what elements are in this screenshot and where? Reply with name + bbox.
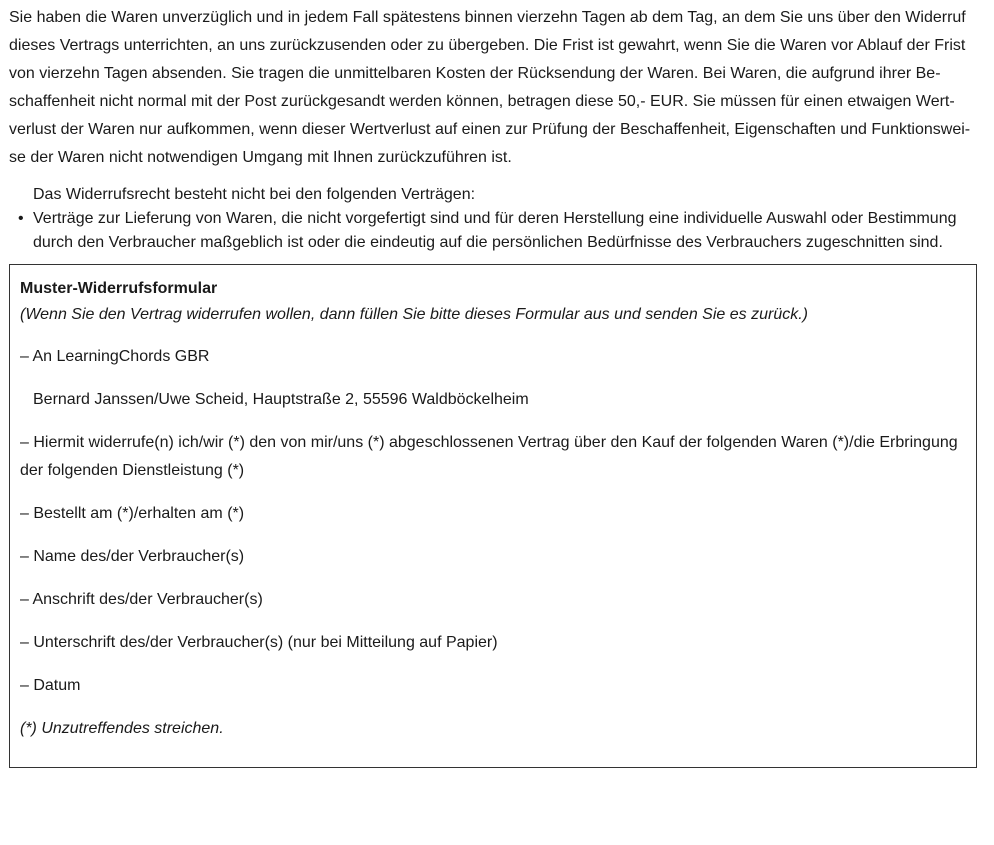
exceptions-section	[9, 183, 985, 255]
form-footnote: (*) Unzutreffendes streichen.	[20, 720, 224, 737]
form-revocation-statement: – Hiermit widerrufe(n) ich/wir (*) den von mir/uns (*) abgeschlossenen Vertrag über den Kauf der folgenden Waren (*)/die Erbringung der folgenden Dienstleistung (*)	[20, 434, 958, 479]
form-ordered-received: – Bestellt am (*)/erhalten am (*)	[20, 505, 245, 522]
list-item	[18, 207, 985, 255]
form-recipient: – An LearningChords GBR	[20, 348, 210, 365]
return-policy-paragraph: Sie haben die Waren unverzüglich und in jedem Fall spätestens binnen vierzehn Tagen ab dem Tag, an dem Sie uns über den Widerruf dieses Vertrags unterrichten, an uns zurückzusenden oder zu übergeben. Die Frist ist gewahrt, wenn Sie die Waren vor Ablauf der Frist von vierzehn Tagen absenden. Sie tragen die unmittelbaren Kosten der Rücksendung der Waren. Bei Waren, die aufgrund ihrer Beschaffenheit nicht normal mit der Post zurückgesandt werden können, betragen diese 50,- EUR. Sie müssen für einen etwaigen Wertverlust der Waren nur aufkommen, wenn dieser Wertverlust auf einen zur Prüfung der Beschaffenheit, Eigenschaften und Funktionsweise der Waren nicht notwendigen Umgang mit Ihnen zurückzuführen ist.	[9, 9, 971, 166]
exceptions-intro: Das Widerrufsrecht besteht nicht bei den folgenden Verträgen:	[33, 186, 476, 203]
form-recipient-address: Bernard Janssen/Uwe Scheid, Hauptstraße 2, 55596 Waldböckelheim	[33, 391, 529, 408]
withdrawal-form-box	[9, 264, 977, 768]
form-subtitle: (Wenn Sie den Vertrag widerrufen wollen, dann füllen Sie bitte dieses Formular aus und senden Sie es zurück.)	[20, 306, 808, 323]
form-title: Muster-Widerrufsformular	[20, 280, 218, 297]
form-date: – Datum	[20, 677, 81, 694]
exceptions-list	[18, 207, 985, 255]
bullet-icon: •	[18, 210, 24, 227]
list-item-text: Verträge zur Lieferung von Waren, die nicht vorgefertigt sind und für deren Herstellung eine individuelle Auswahl oder Bestimmung durch den Verbraucher maßgeblich ist oder die eindeutig auf die persönlichen Bedürfnisse des Verbrauchers zugeschnitten sind.	[33, 210, 957, 251]
form-consumer-signature: – Unterschrift des/der Verbraucher(s) (nur bei Mitteilung auf Papier)	[20, 634, 498, 651]
form-consumer-address: – Anschrift des/der Verbraucher(s)	[20, 591, 263, 608]
form-consumer-name: – Name des/der Verbraucher(s)	[20, 548, 245, 565]
